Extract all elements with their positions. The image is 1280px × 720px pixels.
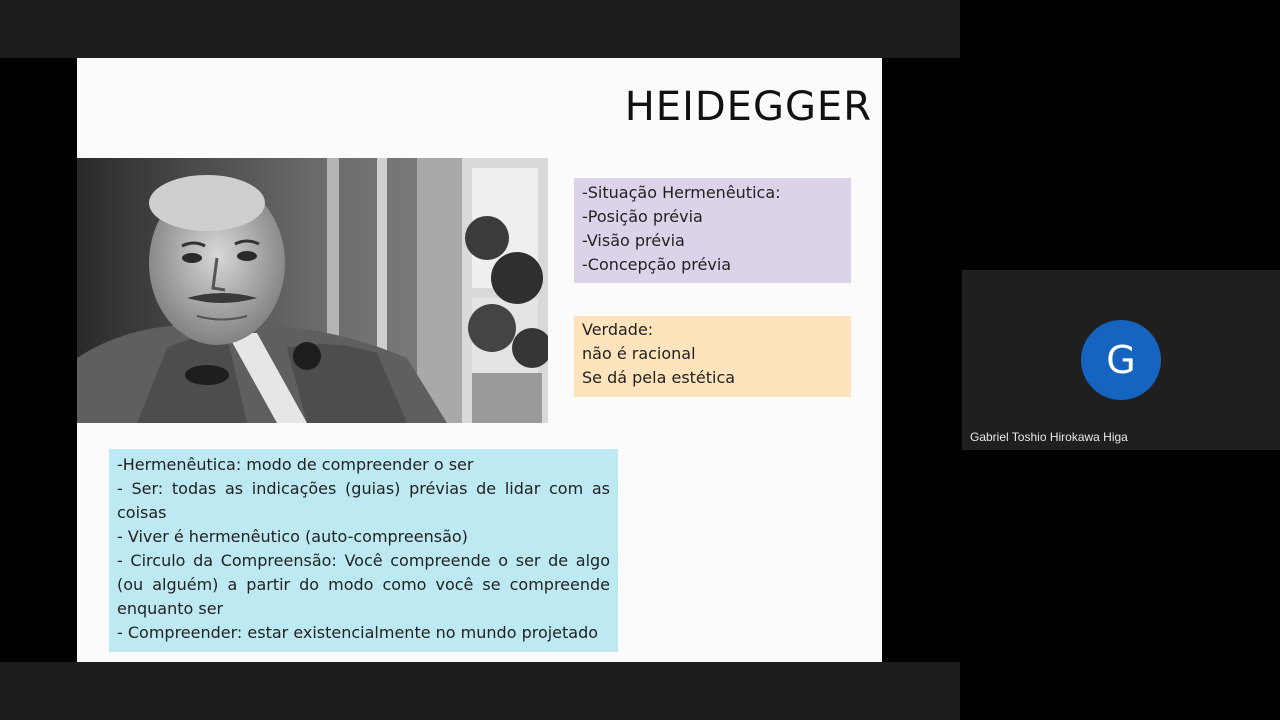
definition-item: -Hermenêutica: modo de compreender o ser [117,455,474,474]
definition-item: - Circulo da Compreensão: Você compreende o ser de algo (ou alguém) a partir do modo como você se compreende enquanto ser [117,551,610,618]
heidegger-portrait-photo [77,158,548,423]
bottom-letterbox [0,662,960,720]
participant-name: Gabriel Toshio Hirokawa Higa [970,430,1128,444]
box-line: Verdade: [582,320,654,339]
box-line: Se dá pela estética [582,368,736,387]
definition-item: - Compreender: estar existencialmente no mundo projetado [117,623,599,642]
definition-item: - Ser: todas as indicações (guias) prévias de lidar com as coisas [117,479,610,522]
hermeneutics-definitions-box [109,449,618,652]
definition-item: - Viver é hermenêutico (auto-compreensão) [117,527,468,546]
participant-tile[interactable] [962,270,1280,450]
box-line: -Posição prévia [582,207,703,226]
avatar: G [1081,320,1161,400]
box-line: não é racional [582,344,696,363]
box-line: -Visão prévia [582,231,685,250]
top-letterbox [0,0,960,58]
presentation-slide [77,58,882,662]
box-line: -Concepção prévia [582,255,732,274]
hermeneutic-situation-box [574,178,851,283]
truth-box [574,316,851,397]
slide-title: HEIDEGGER [624,84,872,130]
box-line: -Situação Hermenêutica: [582,183,781,202]
